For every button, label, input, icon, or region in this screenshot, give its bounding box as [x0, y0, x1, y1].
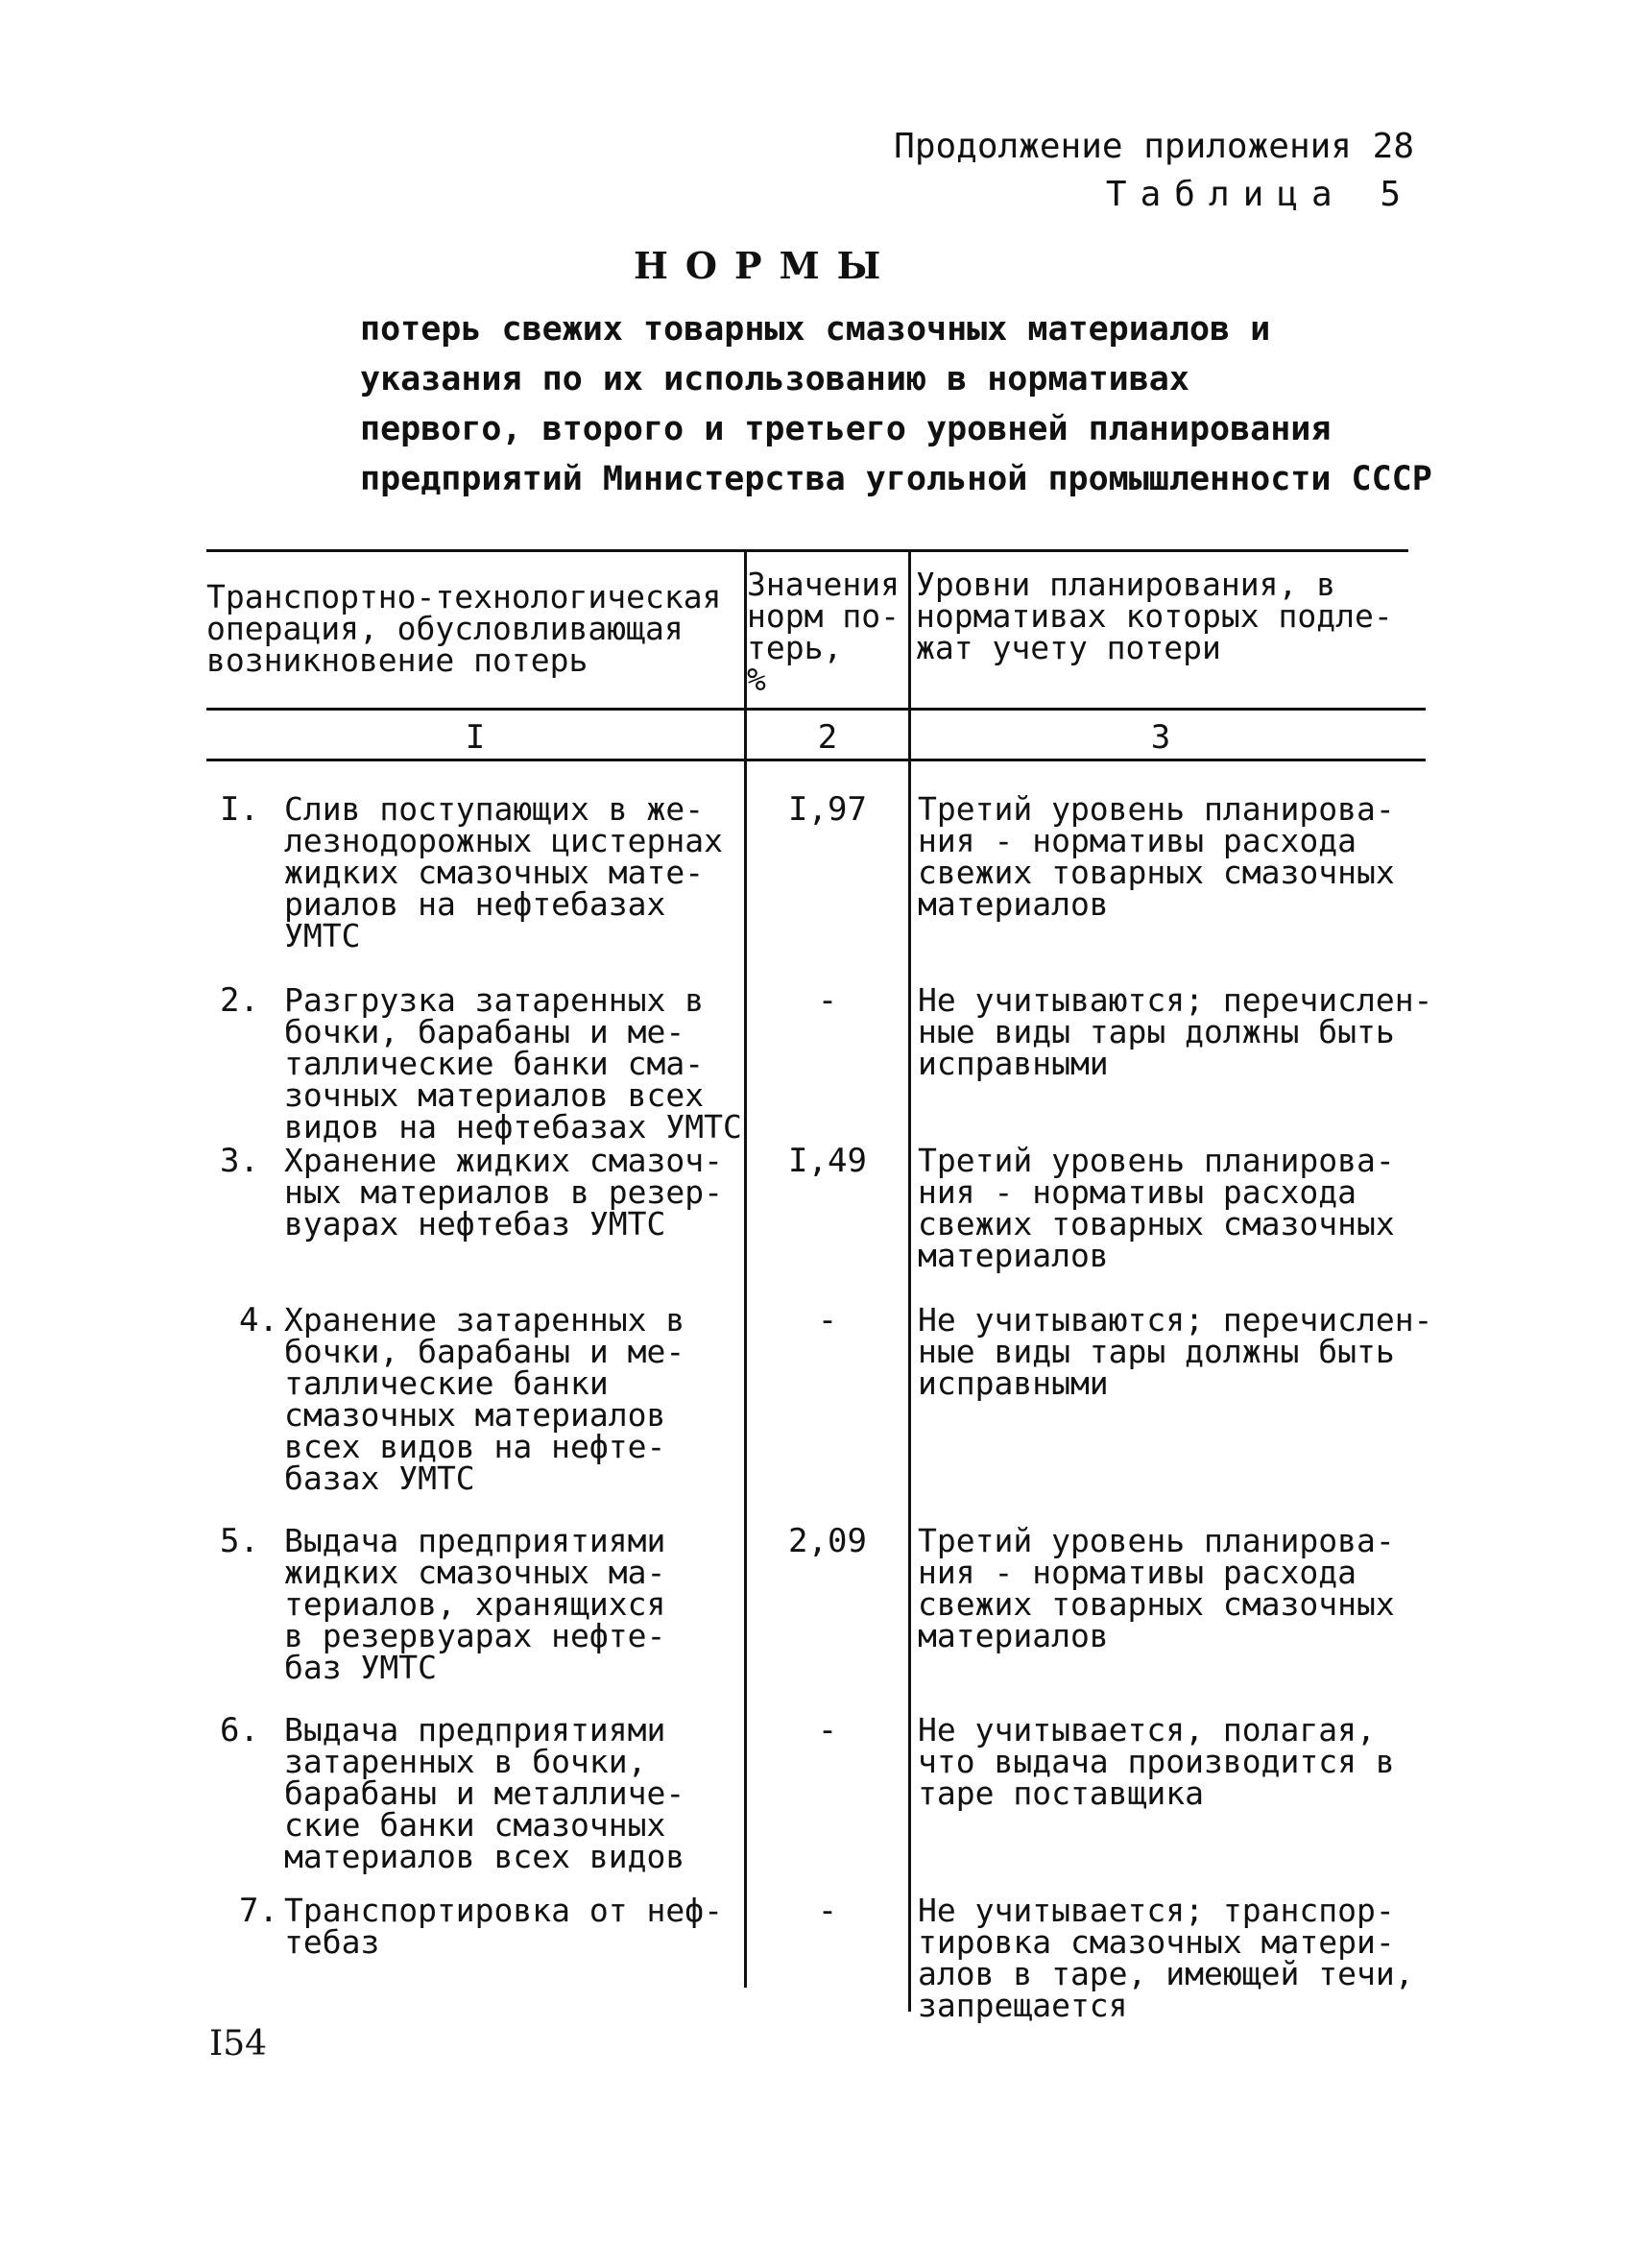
column-divider	[908, 552, 911, 2012]
row-number: 7.	[239, 1892, 278, 1930]
column-number: 3	[1150, 718, 1171, 757]
row-value: -	[817, 981, 838, 1020]
row-operation: Разгрузка затаренных в бочки, барабаны и ме- таллические банки сма- зочных материалов всех видов на нефтебазах УМТС	[284, 981, 742, 1146]
row-levels: Не учитывается, полагая, что выдача производится в таре поставщика	[918, 1711, 1395, 1812]
row-operation: Выдача предприятиями жидких смазочных ма- териалов, хранящихся в резервуарах нефте- баз УМТС	[284, 1522, 666, 1686]
column-number: I	[465, 718, 486, 757]
document-title: НОРМЫ	[634, 244, 899, 287]
page-number: I54	[209, 2024, 268, 2063]
row-levels: Третий уровень планирова- ния - нормативы расхода свежих товарных смазочных материалов	[918, 790, 1395, 923]
row-number: 3.	[220, 1142, 259, 1180]
header-planning-levels: Уровни планирования, в нормативах которых подле- жат учету потери	[916, 566, 1393, 666]
row-number: 2.	[220, 981, 259, 1020]
row-levels: Не учитываются; перечислен- ные виды тары должны быть исправными	[918, 981, 1433, 1082]
row-number: 5.	[220, 1522, 259, 1560]
appendix-continuation: Продолжение приложения 28	[894, 127, 1414, 166]
header-norm-value: Значения норм по- терь, %	[747, 566, 900, 698]
column-divider	[744, 552, 747, 1988]
subtitle-line: предприятий Министерства угольной промышленности СССР	[360, 460, 1432, 498]
subtitle-line: указания по их использованию в нормативах	[360, 360, 1189, 398]
row-number: 6.	[220, 1711, 259, 1749]
row-operation: Слив поступающих в же- лезнодорожных цистернах жидких смазочных мате- риалов на нефтебазах УМТС	[284, 790, 723, 954]
subtitle-line: потерь свежих товарных смазочных материалов и	[360, 310, 1271, 349]
row-operation: Хранение жидких смазоч- ных материалов в резер- вуарах нефтебаз УМТС	[284, 1142, 723, 1243]
table-top-rule	[206, 549, 1408, 552]
table-label: Таблица 5	[1105, 175, 1414, 214]
row-number: I.	[220, 790, 259, 829]
row-operation: Выдача предприятиями затаренных в бочки, барабаны и металличе- ские банки смазочных материалов всех видов	[284, 1711, 685, 1875]
row-value: I,49	[788, 1142, 867, 1180]
column-number-rule	[206, 759, 1426, 761]
row-value: 2,09	[788, 1522, 867, 1560]
subtitle-line: первого, второго и третьего уровней планирования	[360, 410, 1332, 448]
row-levels: Не учитываются; перечислен- ные виды тары должны быть исправными	[918, 1301, 1433, 1402]
row-value: -	[817, 1711, 838, 1749]
row-value: -	[817, 1301, 838, 1339]
row-value: I,97	[788, 790, 867, 829]
row-number: 4.	[239, 1301, 278, 1339]
header-bottom-rule	[206, 708, 1426, 711]
row-levels: Третий уровень планирова- ния - нормативы расхода свежих товарных смазочных материалов	[918, 1522, 1395, 1654]
column-number: 2	[817, 718, 838, 757]
row-value: -	[817, 1892, 838, 1930]
row-levels: Третий уровень планирова- ния - нормативы расхода свежих товарных смазочных материалов	[918, 1142, 1395, 1274]
header-operation: Транспортно-технологическая операция, обусловливающая возникновение потерь	[206, 578, 722, 679]
row-levels: Не учитывается; транспор- тировка смазочных матери- алов в таре, имеющей течи, запрещается	[918, 1892, 1414, 2024]
row-operation: Транспортировка от неф- тебаз	[284, 1892, 723, 1961]
row-operation: Хранение затаренных в бочки, барабаны и ме- таллические банки смазочных материалов всех видов на нефте- базах УМТС	[284, 1301, 685, 1497]
